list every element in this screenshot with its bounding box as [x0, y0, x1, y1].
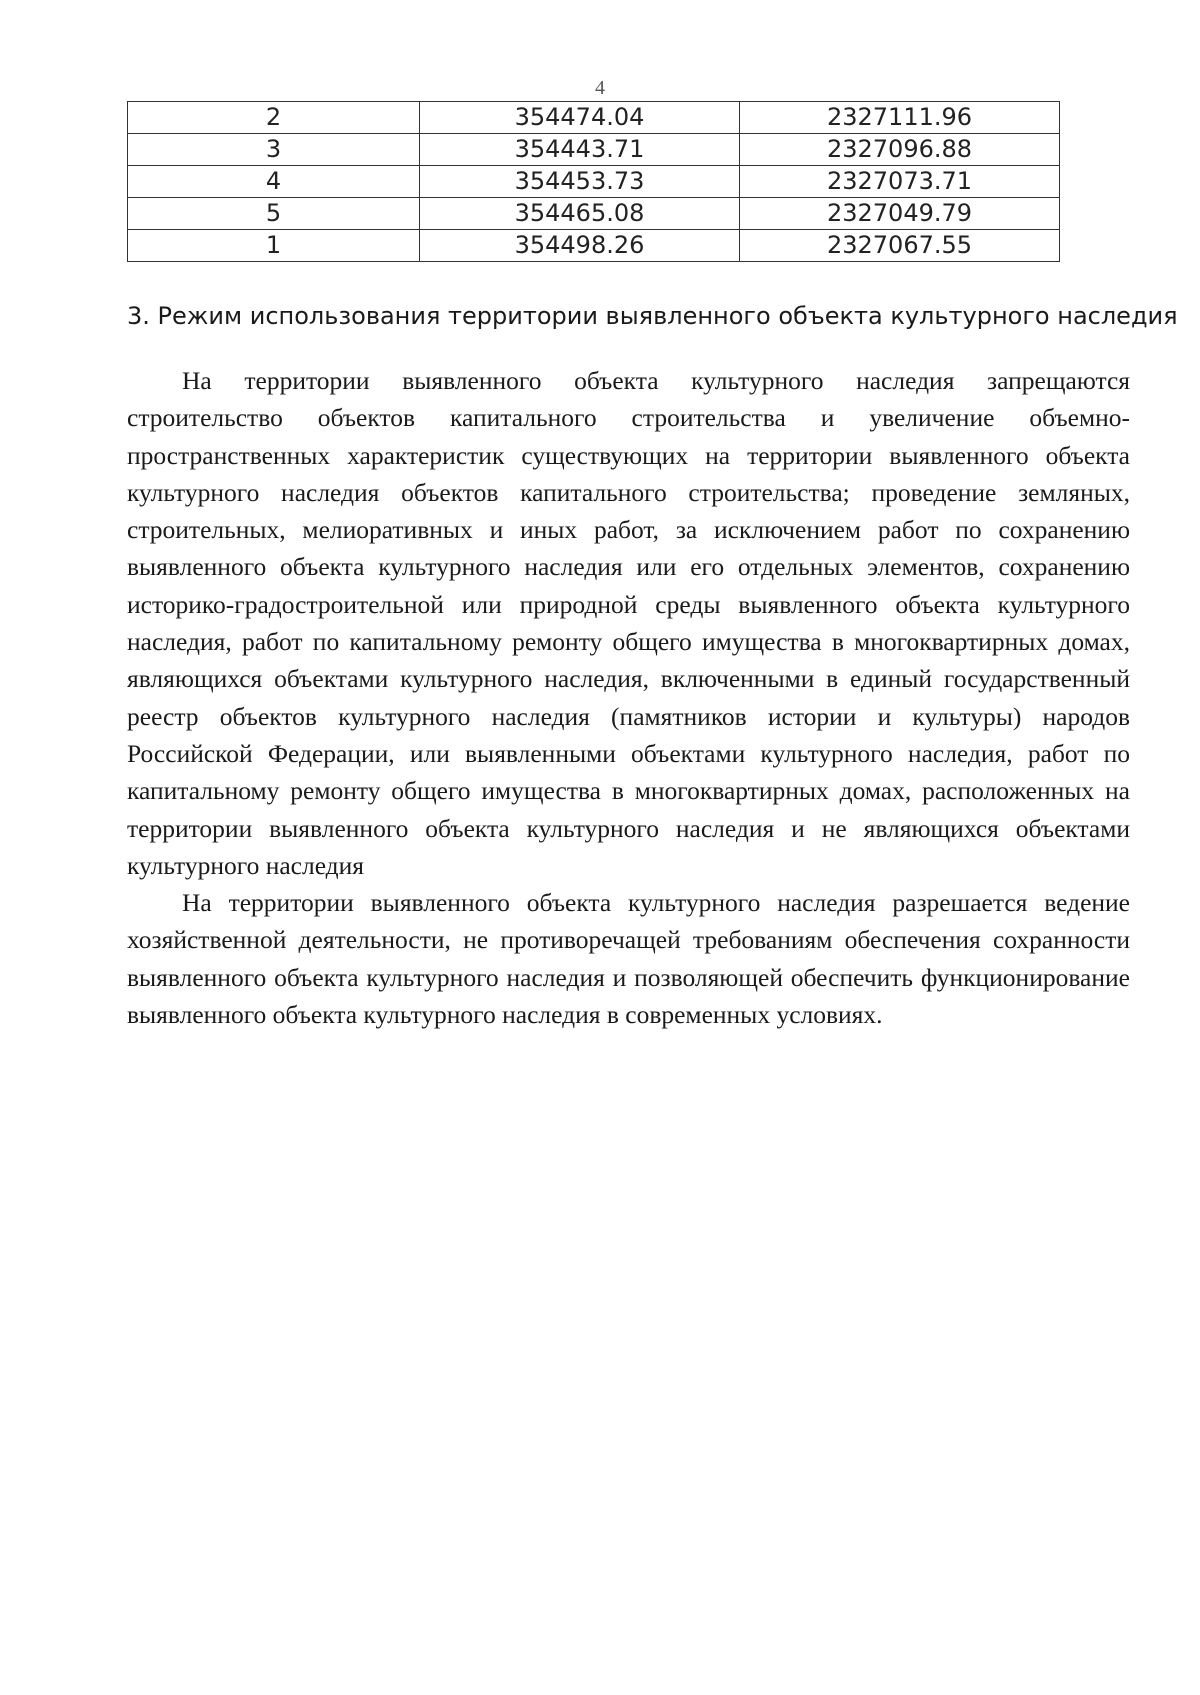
- y-coordinate-cell: 2327049.79: [740, 198, 1060, 230]
- body-text: [127, 362, 1130, 1033]
- point-number-cell: 3: [128, 134, 420, 166]
- table-row: [128, 166, 1060, 198]
- x-coordinate-cell: 354443.71: [420, 134, 740, 166]
- y-coordinate-cell: 2327111.96: [740, 102, 1060, 134]
- table-row: [128, 134, 1060, 166]
- x-coordinate-cell: 354498.26: [420, 230, 740, 262]
- point-number-cell: 2: [128, 102, 420, 134]
- table-row: [128, 230, 1060, 262]
- point-number-cell: 5: [128, 198, 420, 230]
- x-coordinate-cell: 354474.04: [420, 102, 740, 134]
- y-coordinate-cell: 2327067.55: [740, 230, 1060, 262]
- paragraph-prohibitions: На территории выявленного объекта культурного наследия запрещаются строительство объектов капитального строительства и увеличение объемно-пространственных характеристик существующих на территории выявленного объекта культурного наследия объектов капитального строительства; проведение земляных, строительных, мелиоративных и иных работ, за исключением работ по сохранению выявленного объекта культурного наследия или его отдельных элементов, сохранению историко-градостроительной или природной среды выявленного объекта культурного наследия, работ по капитальному ремонту общего имущества в многоквартирных домах, являющихся объектами культурного наследия, включенными в единый государственный реестр объектов культурного наследия (памятников истории и культуры) народов Российской Федерации, или выявленными объектами культурного наследия, работ по капитальному ремонту общего имущества в многоквартирных домах, расположенных на территории выявленного объекта культурного наследия и не являющихся объектами культурного наследия: [127, 366, 1130, 880]
- table-row: [128, 102, 1060, 134]
- y-coordinate-cell: 2327073.71: [740, 166, 1060, 198]
- y-coordinate-cell: 2327096.88: [740, 134, 1060, 166]
- coordinates-table: [127, 101, 1060, 262]
- point-number-cell: 1: [128, 230, 420, 262]
- x-coordinate-cell: 354465.08: [420, 198, 740, 230]
- point-number-cell: 4: [128, 166, 420, 198]
- section-heading: 3. Режим использования территории выявленного объекта культурного наследия: [127, 302, 1178, 330]
- page-number: 4: [595, 77, 605, 99]
- table-row: [128, 198, 1060, 230]
- paragraph-permissions: На территории выявленного объекта культурного наследия разрешается ведение хозяйственной деятельности, не противоречащей требованиям обеспечения сохранности выявленного объекта культурного наследия и позволяющей обеспечить функционирование выявленного объекта культурного наследия в современных условиях.: [127, 888, 1130, 1030]
- x-coordinate-cell: 354453.73: [420, 166, 740, 198]
